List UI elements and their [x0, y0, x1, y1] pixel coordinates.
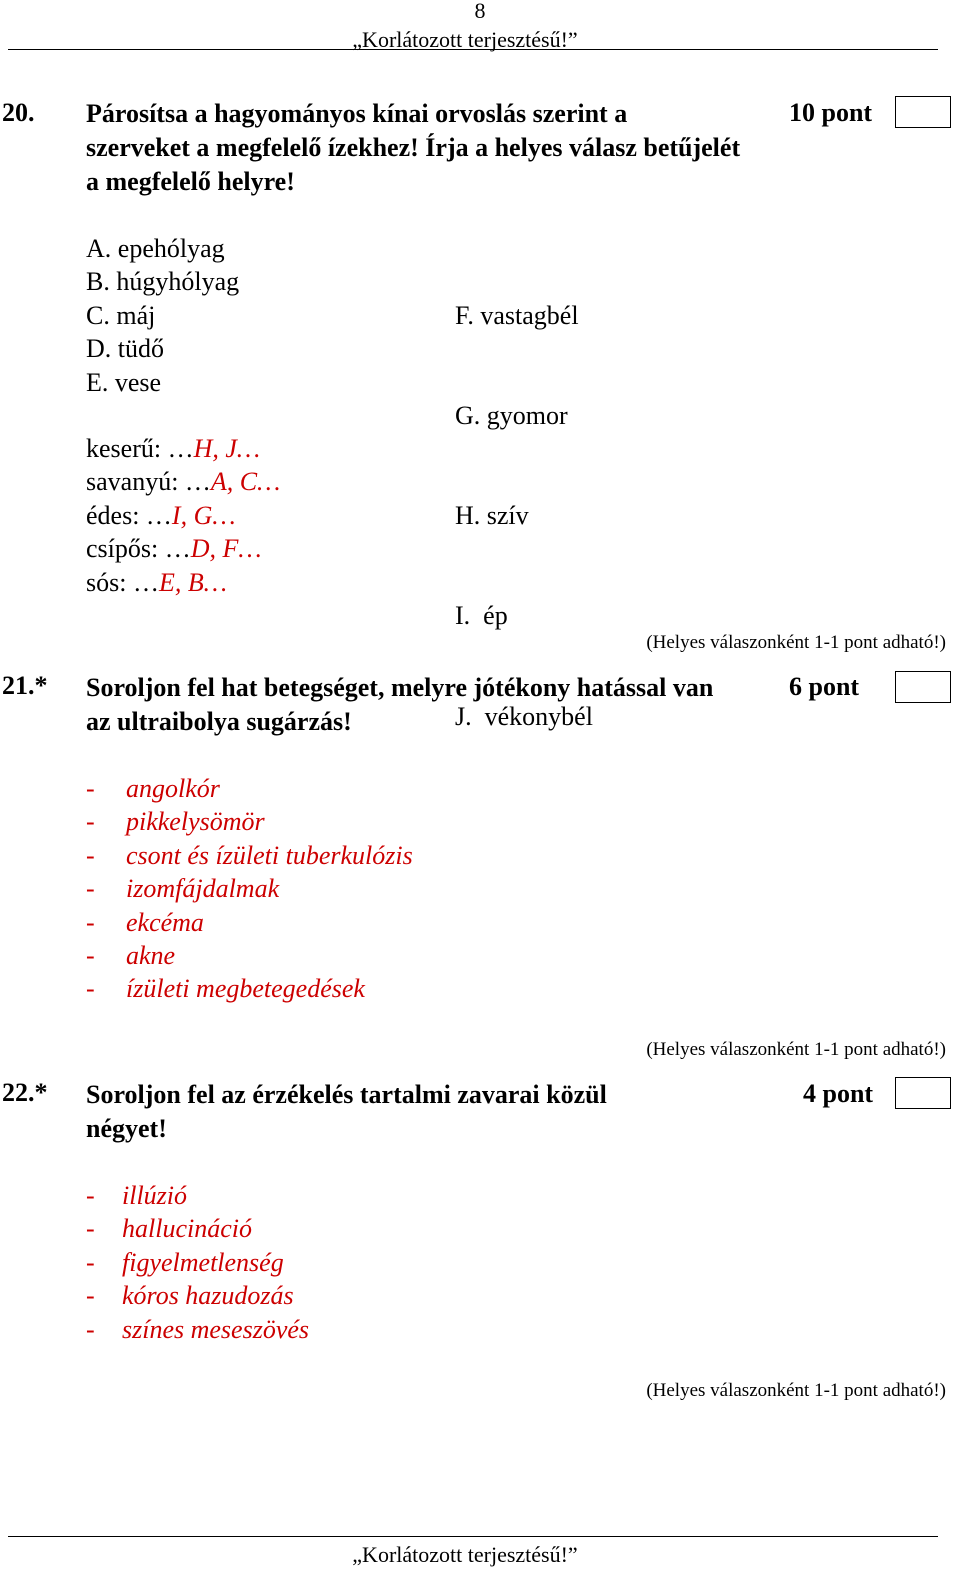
page-footer: „Korlátozott terjesztésű!” [352, 1542, 578, 1567]
q21-points: 6 pont [789, 672, 860, 701]
answer-label: sós: … [86, 567, 159, 597]
list-item-text: illúzió [122, 1181, 188, 1210]
q22-score-box[interactable] [895, 1077, 951, 1109]
q21-line-2: az ultraibolya sugárzás! [86, 707, 352, 736]
list-item [86, 1179, 309, 1212]
q21-question [86, 671, 713, 739]
page-number: 8 [474, 0, 486, 23]
q20-line-3: a megfelelő helyre! [86, 167, 295, 196]
q21-score-box[interactable] [895, 671, 951, 703]
q22-scoring-note: (Helyes válaszonként 1-1 pont adható!) [646, 1380, 946, 1401]
answer-value: I, G… [171, 500, 236, 530]
answer-label: édes: … [86, 500, 172, 530]
page-header: „Korlátozott terjesztésű!” [352, 27, 578, 52]
list-item [86, 939, 413, 972]
bullet-dash: - [86, 907, 95, 937]
option-d: D. tüdő [86, 334, 164, 364]
bullet-dash: - [86, 840, 95, 870]
list-item-text: színes meseszövés [122, 1314, 310, 1344]
bullet-dash: - [86, 807, 95, 837]
answer-value: D, F… [190, 534, 262, 564]
list-item [86, 1212, 309, 1245]
list-item [86, 805, 413, 838]
list-item-text: angolkór [126, 774, 220, 803]
q22-points: 4 pont [803, 1079, 874, 1108]
q20-scoring-note: (Helyes válaszonként 1-1 pont adható!) [646, 632, 946, 653]
q20-number: 20. [2, 98, 35, 127]
option-a: A. epehólyag [86, 234, 225, 263]
answer-edes [86, 499, 280, 532]
answer-keseru [86, 432, 280, 465]
list-item [86, 1246, 309, 1279]
option-f: F. vastagbél [455, 300, 579, 330]
bullet-dash: - [86, 941, 95, 971]
q22-line-2: négyet! [86, 1114, 167, 1143]
list-item-text: hallucináció [122, 1214, 252, 1244]
q21-scoring-note: (Helyes válaszonként 1-1 pont adható!) [646, 1039, 946, 1060]
option-e: E. vese [86, 367, 162, 397]
list-item-text: akne [126, 941, 176, 971]
list-item [86, 1313, 309, 1346]
q20-points: 10 pont [789, 98, 873, 127]
list-item [86, 772, 413, 805]
q22-line-1: Soroljon fel az érzékelés tartalmi zavarai közül [86, 1080, 607, 1109]
list-item-text: pikkelysömör [126, 807, 265, 837]
answer-csipos [86, 532, 280, 565]
option-c: C. máj [86, 300, 156, 330]
option-b: B. húgyhólyag [86, 267, 240, 297]
answer-value: H, J… [193, 434, 261, 463]
list-item [86, 839, 413, 872]
answer-sos [86, 566, 280, 599]
bullet-dash: - [86, 974, 95, 1004]
answer-label: savanyú: … [86, 467, 211, 497]
q20-options-left [86, 232, 239, 399]
q22-number: 22.* [2, 1078, 48, 1107]
answer-label: keserű: … [86, 434, 194, 463]
q21-number: 21.* [2, 671, 48, 700]
q20-line-2: szerveket a megfelelő ízekhez! Írja a helyes válasz betűjelét [86, 133, 741, 162]
list-item [86, 972, 413, 1005]
header-rule [8, 49, 938, 50]
list-item-text: kóros hazudozás [122, 1281, 294, 1311]
q22-question [86, 1078, 607, 1146]
list-item-text: izomfájdalmak [126, 874, 280, 904]
list-item-text: ekcéma [126, 907, 204, 937]
bullet-dash: - [86, 874, 95, 904]
footer-rule [8, 1536, 938, 1537]
bullet-dash: - [86, 1247, 95, 1277]
list-item [86, 906, 413, 939]
list-item-text: figyelmetlenség [122, 1247, 284, 1277]
q21-line-1: Soroljon fel hat betegséget, melyre jótékony hatással van [86, 673, 714, 702]
answer-value: A, C… [210, 467, 281, 497]
answer-savanyu [86, 465, 280, 498]
list-item [86, 872, 413, 905]
bullet-dash: - [86, 774, 95, 803]
list-item-text: csont és ízületi tuberkulózis [126, 840, 413, 870]
q20-line-1: Párosítsa a hagyományos kínai orvoslás szerint a [86, 99, 628, 128]
q21-answer-list [86, 772, 413, 1006]
option-i: I. ép [455, 601, 508, 631]
list-item [86, 1279, 309, 1312]
q20-question [86, 97, 740, 199]
option-h: H. szív [455, 501, 529, 531]
bullet-dash: - [86, 1281, 95, 1311]
option-j: J. vékonybél [455, 701, 593, 731]
bullet-dash: - [86, 1314, 95, 1344]
bullet-dash: - [86, 1214, 95, 1244]
bullet-dash: - [86, 1181, 95, 1210]
q20-score-box[interactable] [895, 96, 951, 128]
q22-answer-list [86, 1179, 309, 1346]
q20-answers [86, 432, 280, 599]
option-g: G. gyomor [455, 401, 568, 431]
answer-value: E, B… [158, 567, 227, 597]
list-item-text: ízületi megbetegedések [126, 974, 365, 1004]
answer-label: csípős: … [86, 534, 191, 564]
